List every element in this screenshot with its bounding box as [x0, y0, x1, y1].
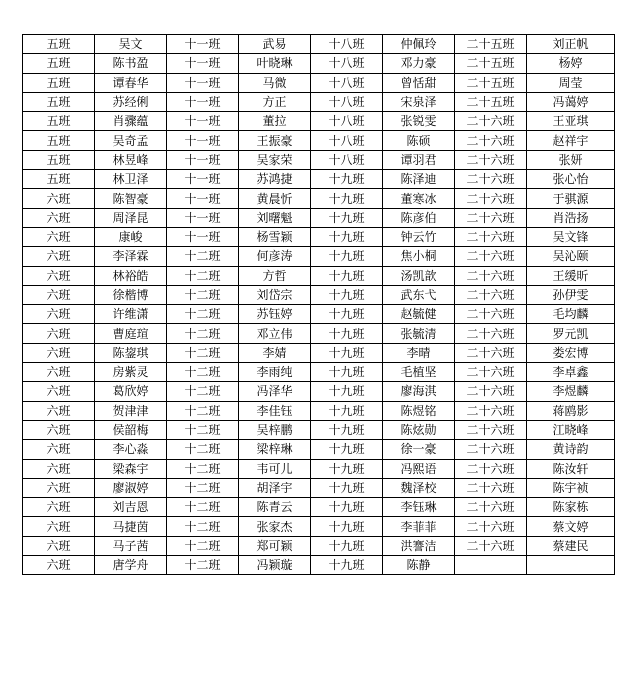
name-cell: 方正	[239, 92, 311, 111]
class-cell: 十一班	[167, 208, 239, 227]
name-cell: 唐学舟	[95, 556, 167, 575]
name-cell: 武易	[239, 35, 311, 54]
name-cell: 肖骤蕴	[95, 112, 167, 131]
class-cell: 十二班	[167, 382, 239, 401]
class-cell: 二十六班	[455, 401, 527, 420]
name-cell: 康峻	[95, 227, 167, 246]
name-cell: 刘吉恩	[95, 498, 167, 517]
class-cell: 十九班	[311, 478, 383, 497]
class-cell: 二十六班	[455, 517, 527, 536]
class-cell: 十九班	[311, 227, 383, 246]
table-row	[23, 382, 615, 401]
class-cell: 二十六班	[455, 150, 527, 169]
name-cell: 王缓昕	[527, 266, 615, 285]
class-cell: 十一班	[167, 73, 239, 92]
name-cell: 冯泽华	[239, 382, 311, 401]
class-cell: 十八班	[311, 54, 383, 73]
class-cell: 六班	[23, 363, 95, 382]
class-cell: 六班	[23, 478, 95, 497]
name-cell: 徐楷博	[95, 285, 167, 304]
table-row	[23, 247, 615, 266]
class-cell: 二十六班	[455, 266, 527, 285]
class-cell: 五班	[23, 131, 95, 150]
name-cell: 武东弋	[383, 285, 455, 304]
name-cell: 贺津津	[95, 401, 167, 420]
class-cell: 六班	[23, 343, 95, 362]
class-cell: 十九班	[311, 517, 383, 536]
table-row	[23, 517, 615, 536]
name-cell: 陈炫勋	[383, 420, 455, 439]
class-cell: 二十六班	[455, 459, 527, 478]
name-cell: 邓立伟	[239, 324, 311, 343]
name-cell: 韦可儿	[239, 459, 311, 478]
name-cell: 苏钰婷	[239, 305, 311, 324]
class-cell: 十一班	[167, 131, 239, 150]
name-cell: 房紫灵	[95, 363, 167, 382]
name-cell: 廖海淇	[383, 382, 455, 401]
table-row	[23, 266, 615, 285]
class-cell: 十二班	[167, 324, 239, 343]
class-cell: 二十六班	[455, 170, 527, 189]
table-row	[23, 150, 615, 169]
class-cell: 十九班	[311, 189, 383, 208]
class-cell: 六班	[23, 266, 95, 285]
class-cell: 二十六班	[455, 208, 527, 227]
class-cell: 二十五班	[455, 35, 527, 54]
table-row	[23, 401, 615, 420]
class-cell: 十九班	[311, 459, 383, 478]
table-row	[23, 170, 615, 189]
name-cell: 王亚琪	[527, 112, 615, 131]
name-cell: 谭春华	[95, 73, 167, 92]
class-cell: 十二班	[167, 401, 239, 420]
class-cell: 十二班	[167, 440, 239, 459]
class-cell: 二十六班	[455, 382, 527, 401]
name-cell: 陈宇祯	[527, 478, 615, 497]
class-cell: 十二班	[167, 536, 239, 555]
class-cell: 十二班	[167, 556, 239, 575]
class-cell: 十二班	[167, 517, 239, 536]
class-cell: 二十六班	[455, 420, 527, 439]
name-cell	[527, 556, 615, 575]
name-cell: 毛均麟	[527, 305, 615, 324]
class-cell: 二十六班	[455, 112, 527, 131]
name-cell: 曹庭瑄	[95, 324, 167, 343]
class-cell: 五班	[23, 54, 95, 73]
name-cell: 李煜麟	[527, 382, 615, 401]
table-row	[23, 420, 615, 439]
class-cell: 十九班	[311, 440, 383, 459]
table-body	[23, 35, 615, 575]
name-cell: 马微	[239, 73, 311, 92]
class-cell: 十二班	[167, 343, 239, 362]
name-cell: 周莹	[527, 73, 615, 92]
name-cell: 黄诗韵	[527, 440, 615, 459]
name-cell: 宋泉泽	[383, 92, 455, 111]
student-class-table	[22, 34, 615, 575]
table-row	[23, 478, 615, 497]
table-row	[23, 131, 615, 150]
class-cell: 十一班	[167, 54, 239, 73]
class-cell: 六班	[23, 382, 95, 401]
name-cell: 孙伊雯	[527, 285, 615, 304]
class-cell: 十二班	[167, 459, 239, 478]
name-cell: 苏鸿捷	[239, 170, 311, 189]
name-cell: 汤凯歆	[383, 266, 455, 285]
name-cell: 廖淑婷	[95, 478, 167, 497]
table-row	[23, 285, 615, 304]
class-cell: 十二班	[167, 247, 239, 266]
class-cell: 六班	[23, 401, 95, 420]
class-cell: 十九班	[311, 266, 383, 285]
class-cell: 二十六班	[455, 536, 527, 555]
class-cell: 十八班	[311, 112, 383, 131]
name-cell: 李泽霖	[95, 247, 167, 266]
class-cell: 二十六班	[455, 440, 527, 459]
class-cell: 五班	[23, 170, 95, 189]
name-cell: 张心怡	[527, 170, 615, 189]
class-cell: 十一班	[167, 92, 239, 111]
name-cell: 张妍	[527, 150, 615, 169]
class-cell: 十二班	[167, 285, 239, 304]
class-cell: 十一班	[167, 35, 239, 54]
table-row	[23, 54, 615, 73]
table-row	[23, 112, 615, 131]
name-cell: 肖浩扬	[527, 208, 615, 227]
class-cell: 十九班	[311, 401, 383, 420]
name-cell: 蒋鸥影	[527, 401, 615, 420]
name-cell: 刘曙魁	[239, 208, 311, 227]
class-cell: 二十六班	[455, 498, 527, 517]
class-cell: 十九班	[311, 363, 383, 382]
name-cell: 娄宏博	[527, 343, 615, 362]
class-cell: 十一班	[167, 227, 239, 246]
name-cell: 罗元凯	[527, 324, 615, 343]
class-cell: 二十五班	[455, 54, 527, 73]
class-cell: 二十五班	[455, 92, 527, 111]
class-cell: 二十六班	[455, 305, 527, 324]
name-cell: 葛欣婷	[95, 382, 167, 401]
name-cell: 冯颖璇	[239, 556, 311, 575]
name-cell: 吴梓鹏	[239, 420, 311, 439]
class-cell: 十九班	[311, 556, 383, 575]
name-cell: 郑可颖	[239, 536, 311, 555]
name-cell: 陈青云	[239, 498, 311, 517]
name-cell: 张锐雯	[383, 112, 455, 131]
name-cell: 梁森宇	[95, 459, 167, 478]
class-cell: 六班	[23, 285, 95, 304]
class-cell: 十九班	[311, 420, 383, 439]
name-cell: 钟云竹	[383, 227, 455, 246]
class-cell: 二十六班	[455, 189, 527, 208]
name-cell: 谭羽君	[383, 150, 455, 169]
class-cell: 十二班	[167, 478, 239, 497]
class-cell	[455, 556, 527, 575]
name-cell: 何彦涛	[239, 247, 311, 266]
class-cell: 五班	[23, 112, 95, 131]
name-cell: 侯韶梅	[95, 420, 167, 439]
name-cell: 李卓鑫	[527, 363, 615, 382]
table-row	[23, 189, 615, 208]
class-cell: 六班	[23, 208, 95, 227]
table-row	[23, 440, 615, 459]
table-row	[23, 343, 615, 362]
class-cell: 六班	[23, 440, 95, 459]
class-cell: 六班	[23, 227, 95, 246]
class-cell: 十二班	[167, 266, 239, 285]
class-cell: 十二班	[167, 498, 239, 517]
class-cell: 二十六班	[455, 131, 527, 150]
class-cell: 六班	[23, 189, 95, 208]
name-cell: 李佳钰	[239, 401, 311, 420]
name-cell: 周泽昆	[95, 208, 167, 227]
name-cell: 陈鋆琪	[95, 343, 167, 362]
name-cell: 方哲	[239, 266, 311, 285]
name-cell: 张毓清	[383, 324, 455, 343]
name-cell: 李婧	[239, 343, 311, 362]
class-cell: 十二班	[167, 420, 239, 439]
name-cell: 赵祥宇	[527, 131, 615, 150]
name-cell: 林昱峰	[95, 150, 167, 169]
name-cell: 李晴	[383, 343, 455, 362]
name-cell: 刘正帆	[527, 35, 615, 54]
name-cell: 董寒冰	[383, 189, 455, 208]
class-cell: 十九班	[311, 324, 383, 343]
class-cell: 二十六班	[455, 363, 527, 382]
name-cell: 刘岱宗	[239, 285, 311, 304]
class-cell: 六班	[23, 498, 95, 517]
name-cell: 冯熙语	[383, 459, 455, 478]
name-cell: 吴家荣	[239, 150, 311, 169]
class-cell: 二十六班	[455, 324, 527, 343]
name-cell: 李钰琳	[383, 498, 455, 517]
name-cell: 江晓峰	[527, 420, 615, 439]
name-cell: 邓力豪	[383, 54, 455, 73]
name-cell: 马子茜	[95, 536, 167, 555]
name-cell: 董拉	[239, 112, 311, 131]
name-cell: 李菲菲	[383, 517, 455, 536]
name-cell: 蔡文婷	[527, 517, 615, 536]
name-cell: 赵毓健	[383, 305, 455, 324]
class-cell: 十二班	[167, 363, 239, 382]
name-cell: 陈泽迪	[383, 170, 455, 189]
class-cell: 十八班	[311, 131, 383, 150]
name-cell: 许维潇	[95, 305, 167, 324]
class-cell: 五班	[23, 73, 95, 92]
table-row	[23, 498, 615, 517]
name-cell: 杨婷	[527, 54, 615, 73]
table-row	[23, 35, 615, 54]
name-cell: 曾恬甜	[383, 73, 455, 92]
class-cell: 二十六班	[455, 343, 527, 362]
table-row	[23, 363, 615, 382]
name-cell: 徐一豪	[383, 440, 455, 459]
name-cell: 魏泽校	[383, 478, 455, 497]
class-cell: 十九班	[311, 536, 383, 555]
class-cell: 五班	[23, 92, 95, 111]
class-cell: 十九班	[311, 498, 383, 517]
name-cell: 蔡建民	[527, 536, 615, 555]
class-cell: 十八班	[311, 92, 383, 111]
class-cell: 六班	[23, 517, 95, 536]
class-cell: 十九班	[311, 208, 383, 227]
class-cell: 六班	[23, 459, 95, 478]
name-cell: 吴奇孟	[95, 131, 167, 150]
name-cell: 毛植坚	[383, 363, 455, 382]
class-cell: 二十六班	[455, 285, 527, 304]
table-row	[23, 208, 615, 227]
class-cell: 十九班	[311, 382, 383, 401]
name-cell: 陈智豪	[95, 189, 167, 208]
name-cell: 李雨纯	[239, 363, 311, 382]
name-cell: 焦小桐	[383, 247, 455, 266]
name-cell: 陈书盈	[95, 54, 167, 73]
name-cell: 胡泽宇	[239, 478, 311, 497]
name-cell: 黄晨忻	[239, 189, 311, 208]
class-cell: 六班	[23, 247, 95, 266]
table-row	[23, 73, 615, 92]
class-cell: 十九班	[311, 343, 383, 362]
name-cell: 苏经俐	[95, 92, 167, 111]
name-cell: 吴文	[95, 35, 167, 54]
class-cell: 六班	[23, 324, 95, 343]
class-cell: 十九班	[311, 305, 383, 324]
name-cell: 陈煜铭	[383, 401, 455, 420]
name-cell: 冯蔼婷	[527, 92, 615, 111]
class-cell: 十一班	[167, 189, 239, 208]
name-cell: 陈彦伯	[383, 208, 455, 227]
class-cell: 二十六班	[455, 478, 527, 497]
name-cell: 仲佩玲	[383, 35, 455, 54]
class-cell: 二十六班	[455, 227, 527, 246]
name-cell: 陈硕	[383, 131, 455, 150]
table-row	[23, 92, 615, 111]
class-cell: 十九班	[311, 247, 383, 266]
name-cell: 吴沁颐	[527, 247, 615, 266]
name-cell: 林卫泽	[95, 170, 167, 189]
name-cell: 李心淼	[95, 440, 167, 459]
class-cell: 五班	[23, 35, 95, 54]
class-cell: 十九班	[311, 285, 383, 304]
name-cell: 林裕皓	[95, 266, 167, 285]
name-cell: 马捷茵	[95, 517, 167, 536]
name-cell: 于骐源	[527, 189, 615, 208]
name-cell: 陈静	[383, 556, 455, 575]
name-cell: 吴文锋	[527, 227, 615, 246]
class-cell: 五班	[23, 150, 95, 169]
name-cell: 陈汝轩	[527, 459, 615, 478]
table-row	[23, 536, 615, 555]
class-cell: 十八班	[311, 35, 383, 54]
class-cell: 六班	[23, 536, 95, 555]
table-row	[23, 556, 615, 575]
name-cell: 陈家栋	[527, 498, 615, 517]
table-row	[23, 227, 615, 246]
name-cell: 叶晓琳	[239, 54, 311, 73]
class-cell: 十一班	[167, 150, 239, 169]
name-cell: 张家杰	[239, 517, 311, 536]
name-cell: 梁梓琳	[239, 440, 311, 459]
class-cell: 十二班	[167, 305, 239, 324]
table-row	[23, 324, 615, 343]
class-cell: 六班	[23, 420, 95, 439]
table-row	[23, 459, 615, 478]
name-cell: 洪謇洁	[383, 536, 455, 555]
class-cell: 十八班	[311, 73, 383, 92]
class-cell: 十一班	[167, 112, 239, 131]
class-cell: 二十五班	[455, 73, 527, 92]
class-cell: 十一班	[167, 170, 239, 189]
class-cell: 六班	[23, 556, 95, 575]
class-cell: 十九班	[311, 170, 383, 189]
name-cell: 杨雪颖	[239, 227, 311, 246]
class-cell: 二十六班	[455, 247, 527, 266]
name-cell: 王振豪	[239, 131, 311, 150]
class-cell: 六班	[23, 305, 95, 324]
table-row	[23, 305, 615, 324]
class-cell: 十八班	[311, 150, 383, 169]
